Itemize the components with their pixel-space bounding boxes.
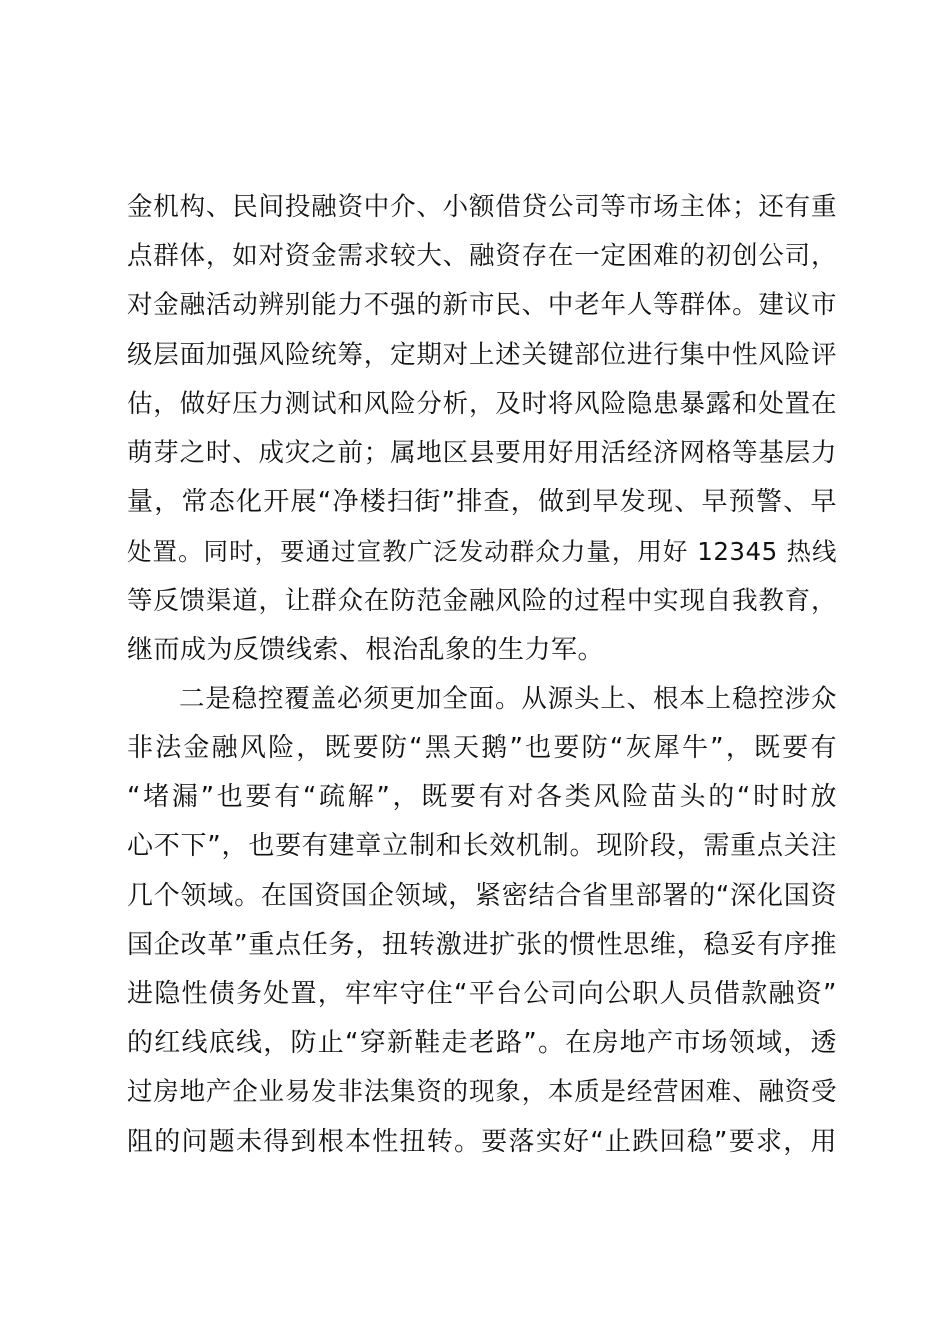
text-line: 等反馈渠道，让群众在防范金融风险的过程中实现自我教育，: [127, 585, 837, 616]
text-line: 萌芽之时、成灾之前；属地区县要用好用活经济网格等基层力: [127, 437, 837, 468]
text-line: 级层面加强风险统筹，定期对上述关键部位进行集中性风险评: [127, 339, 837, 370]
text-line: “堵漏”也要有“疏解”，既要有对各类风险苗头的“时时放: [127, 782, 837, 813]
text-line: 进隐性债务处置，牢牢守住“平台公司向公职人员借款融资”: [127, 979, 837, 1009]
text-line: 的红线底线，防止“穿新鞋走老路”。在房地产市场领域，透: [127, 1028, 837, 1059]
text-line: 对金融活动辨别能力不强的新市民、中老年人等群体。建议市: [127, 290, 837, 321]
text-line: 非法金融风险，既要防“黑天鹅”也要防“灰犀牛”，既要有: [127, 733, 837, 764]
text-line: 心不下”，也要有建章立制和长效机制。现阶段，需重点关注: [127, 831, 837, 862]
text-line: 量，常态化开展“净楼扫街”排查，做到早发现、早预警、早: [127, 487, 837, 518]
text-line: 国企改革”重点任务，扭转激进扩张的惯性思维，稳妥有序推: [127, 929, 837, 960]
text-line: 处置。同时，要通过宣教广泛发动群众力量，用好 12345 热线: [127, 537, 837, 567]
paragraph-end-line: 继而成为反馈线索、根治乱象的生力军。: [127, 634, 605, 665]
text-line: 阻的问题未得到根本性扭转。要落实好“止跌回稳”要求，用: [127, 1126, 837, 1157]
text-line: 估，做好压力测试和风险分析，及时将风险隐患暴露和处置在: [127, 388, 837, 419]
text-line: 金机构、民间投融资中介、小额借贷公司等市场主体；还有重: [127, 192, 837, 222]
text-line: 过房地产企业易发非法集资的现象，本质是经营困难、融资受: [127, 1077, 837, 1108]
body-text: [127, 183, 837, 1167]
text-line: 点群体，如对资金需求较大、融资存在一定困难的初创公司，: [127, 241, 837, 272]
text-line: 几个领域。在国资国企领域，紧密结合省里部署的“深化国资: [127, 880, 837, 911]
paragraph-start-line: 二是稳控覆盖必须更加全面。从源头上、根本上稳控涉众: [179, 683, 837, 714]
